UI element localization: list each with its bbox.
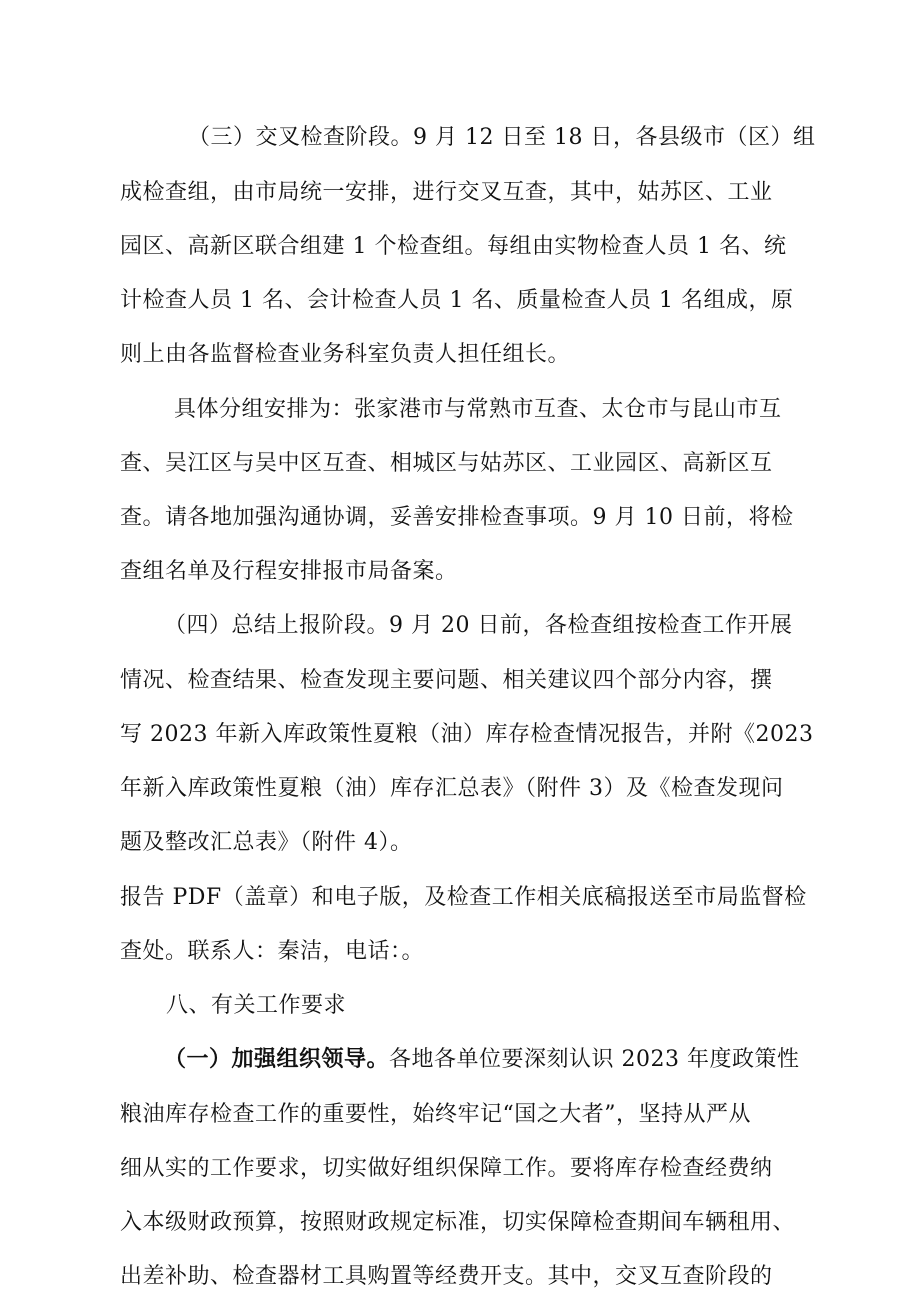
report-line-1: 报告 PDF（盖章）和电子版，及检查工作相关底稿报送至市局监督检 [120, 885, 807, 910]
section3-line-3: 园区、高新区联合组建 1 个检查组。每组由实物检查人员 1 名、统 [120, 234, 787, 259]
req1-line-1 [164, 1045, 800, 1075]
req1-line-2: 粮油库存检查工作的重要性，始终牢记“国之大者”，坚持从严从 [120, 1102, 751, 1127]
section3-line-1: （三）交叉检查阶段。9 月 12 日至 18 日，各县级市（区）组 [188, 125, 816, 150]
section4-line-1: （四）总结上报阶段。9 月 20 日前，各检查组按检查工作开展 [164, 613, 793, 638]
req1-first-rest: 各地各单位要深刻认识 2023 年度政策性 [389, 1047, 800, 1072]
section4-line-4: 年新入库政策性夏粮（油）库存汇总表》（附件 3）及《检查发现问 [120, 776, 784, 801]
section4-line-3: 写 2023 年新入库政策性夏粮（油）库存检查情况报告，并附《2023 [120, 722, 814, 747]
section3-line-4: 计检查人员 1 名、会计检查人员 1 名、质量检查人员 1 名组成，原 [120, 288, 794, 313]
section-heading-8: 八、有关工作要求 [166, 993, 347, 1018]
grouping-line-3: 查。请各地加强沟通协调，妥善安排检查事项。9 月 10 日前，将检 [120, 505, 794, 530]
grouping-line-1: 具体分组安排为：张家港市与常熟市互查、太仓市与昆山市互 [174, 397, 782, 422]
grouping-line-2: 查、吴江区与吴中区互查、相城区与姑苏区、工业园区、高新区互 [120, 451, 773, 476]
section3-line-2: 成检查组，由市局统一安排，进行交叉互查，其中，姑苏区、工业 [120, 180, 773, 205]
grouping-line-4: 查组名单及行程安排报市局备案。 [120, 559, 458, 584]
report-line-2: 查处。联系人：秦洁，电话：。 [120, 939, 425, 964]
req1-title: （一）加强组织领导。 [164, 1047, 390, 1072]
section4-line-2: 情况、检查结果、检查发现主要问题、相关建议四个部分内容，撰 [120, 668, 773, 693]
req1-line-4: 入本级财政预算，按照财政规定标准，切实保障检查期间车辆租用、 [120, 1210, 796, 1235]
req1-line-5: 出差补助、检查器材工具购置等经费开支。其中，交叉互查阶段的 [120, 1264, 773, 1289]
section3-line-5: 则上由各监督检查业务科室负责人担任组长。 [120, 342, 571, 367]
section4-line-5: 题及整改汇总表》（附件 4）。 [120, 830, 413, 855]
req1-line-3: 细从实的工作要求，切实做好组织保障工作。要将库存检查经费纳 [120, 1156, 773, 1181]
